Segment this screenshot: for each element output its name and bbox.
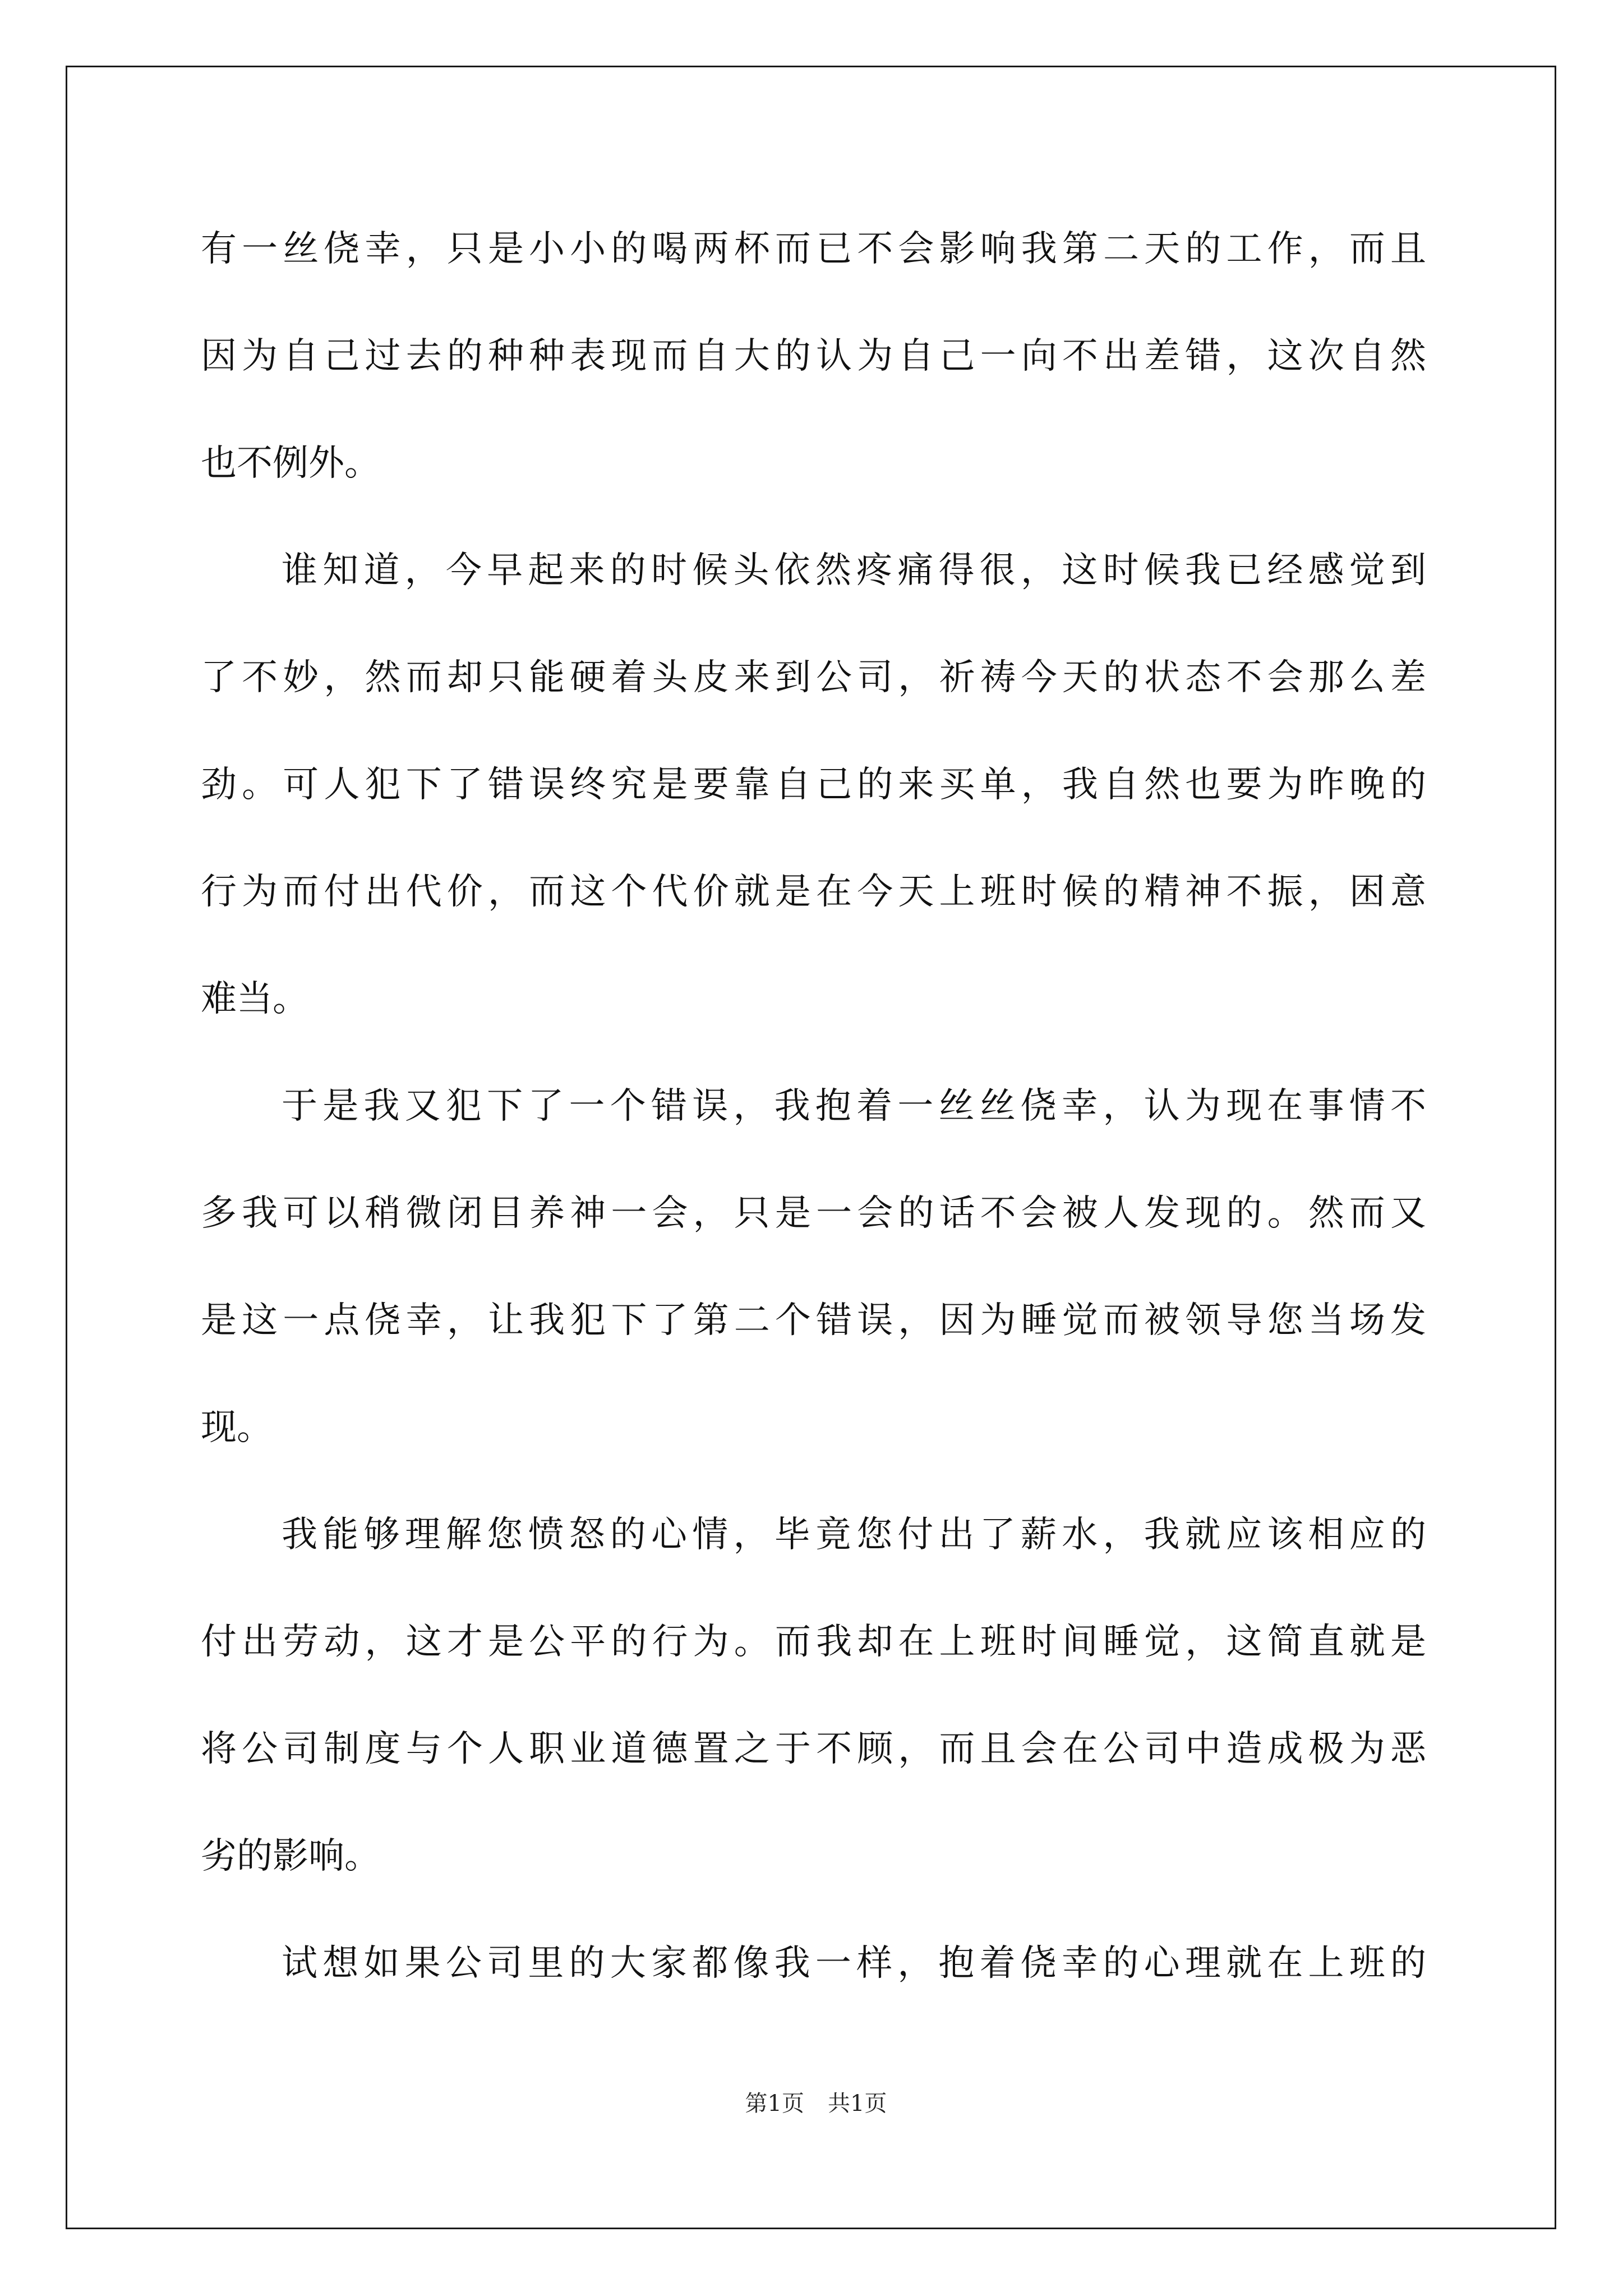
page-number: 第1页 (745, 2091, 804, 2116)
text-line: 了不妙，然而却只能硬着头皮来到公司，祈祷今天的状态不会那么差 (201, 657, 1426, 698)
text-line: 劣的影响。 (201, 1835, 380, 1877)
text-line: 行为而付出代价，而这个代价就是在今天上班时候的精神不振，困意 (201, 871, 1426, 913)
text-line: 有一丝侥幸，只是小小的喝两杯而已不会影响我第二天的工作，而且 (201, 228, 1426, 270)
text-line: 我能够理解您愤怒的心情，毕竟您付出了薪水，我就应该相应的 (282, 1514, 1426, 1556)
page-border (66, 66, 1556, 2229)
text-line: 因为自己过去的种种表现而自大的认为自己一向不出差错，这次自然 (201, 335, 1426, 377)
text-line: 难当。 (201, 978, 308, 1020)
text-line: 将公司制度与个人职业道德置之于不顾，而且会在公司中造成极为恶 (201, 1728, 1426, 1770)
text-line: 多我可以稍微闭目养神一会，只是一会的话不会被人发现的。然而又 (201, 1193, 1426, 1234)
text-line: 付出劳动，这才是公平的行为。而我却在上班时间睡觉，这简直就是 (201, 1621, 1426, 1663)
text-line: 是这一点侥幸，让我犯下了第二个错误，因为睡觉而被领导您当场发 (201, 1300, 1426, 1341)
page-footer (723, 2091, 909, 2116)
text-line: 于是我又犯下了一个错误，我抱着一丝丝侥幸，认为现在事情不 (282, 1085, 1426, 1127)
text-line: 试想如果公司里的大家都像我一样，抱着侥幸的心理就在上班的 (282, 1943, 1426, 1984)
text-line: 也不例外。 (201, 443, 380, 484)
page-total: 共1页 (828, 2091, 887, 2116)
text-line: 谁知道，今早起来的时候头依然疼痛得很，这时候我已经感觉到 (282, 550, 1426, 591)
text-line: 劲。可人犯下了错误终究是要靠自己的来买单，我自然也要为昨晚的 (201, 764, 1426, 806)
text-line: 现。 (201, 1407, 273, 1448)
